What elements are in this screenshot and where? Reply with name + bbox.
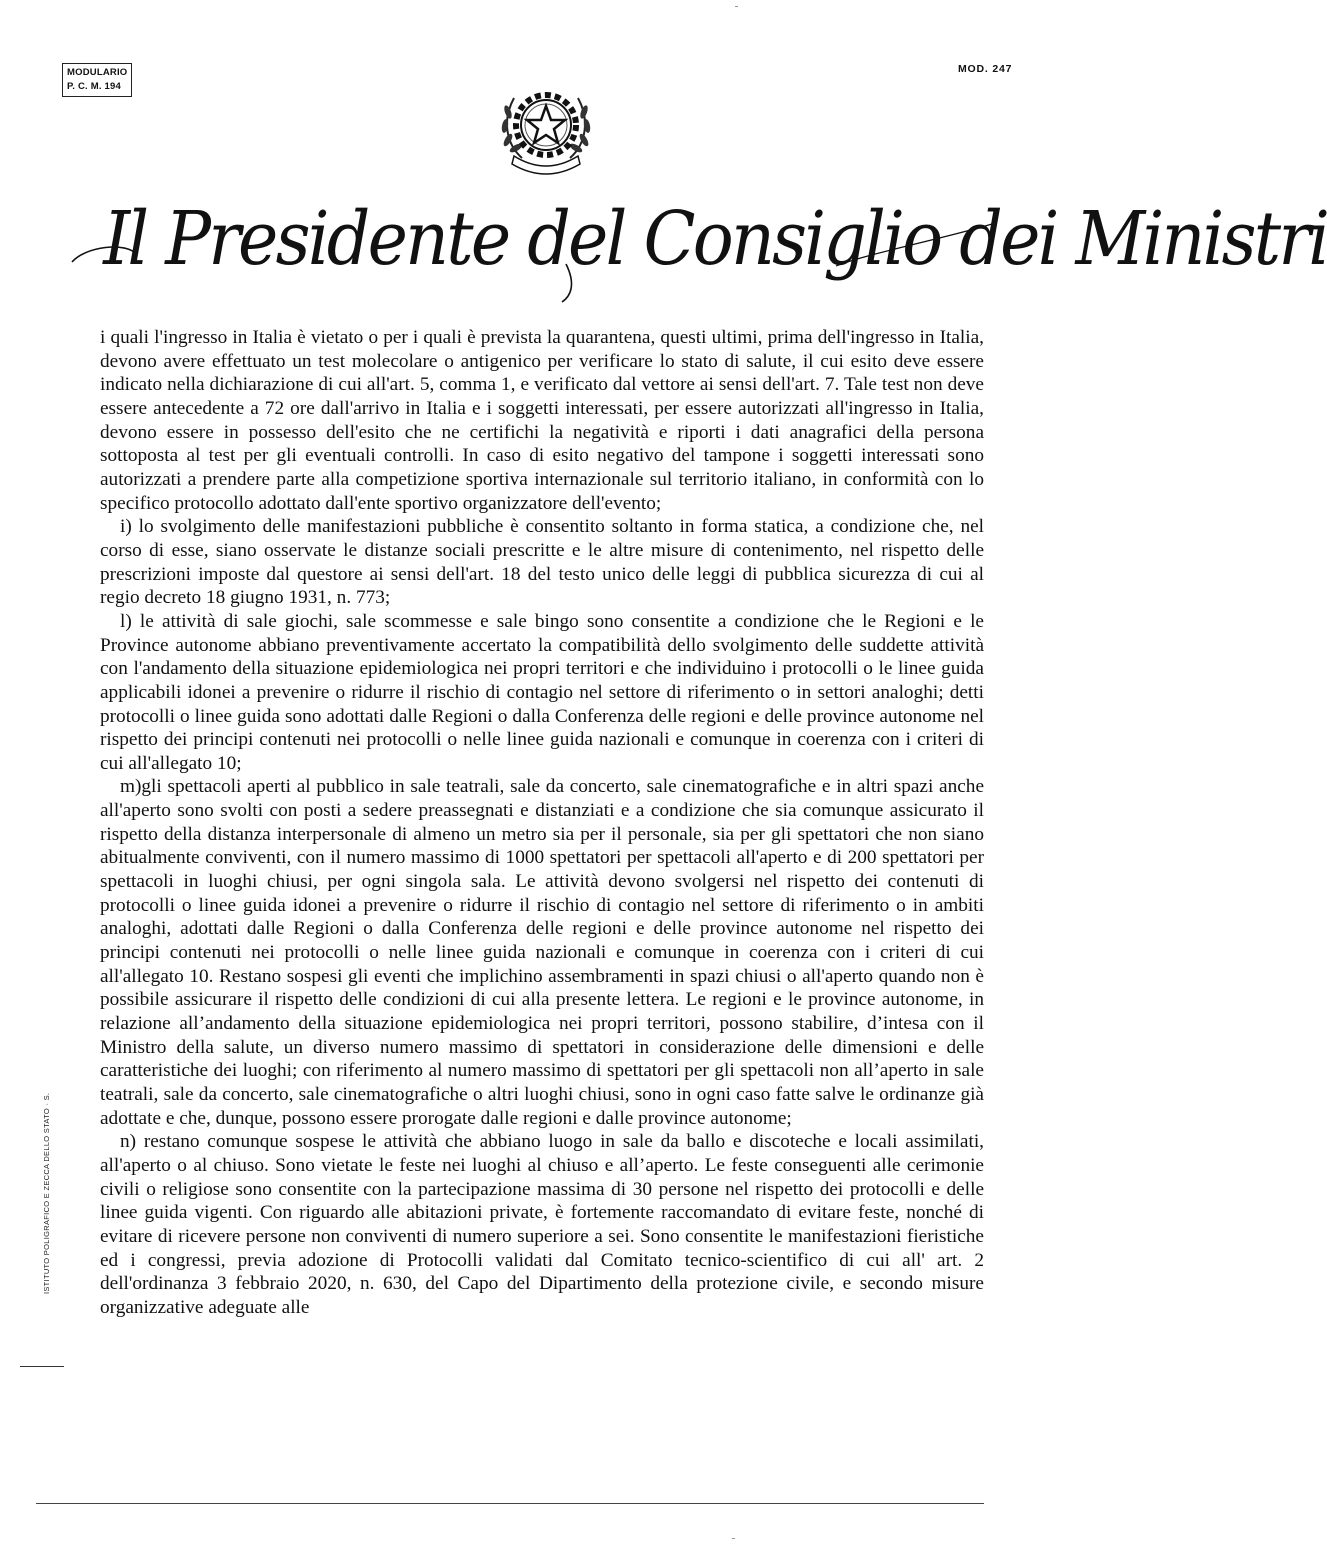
republic-emblem-icon [492, 80, 600, 180]
form-code: MOD. 247 [958, 63, 1013, 75]
letterhead-title-text: Il Presidente del Consiglio dei Ministri [103, 196, 1327, 282]
letterhead-title [66, 184, 1327, 304]
scan-speck [732, 1538, 735, 1539]
scan-speck [735, 6, 738, 7]
paragraph-item-m: m)gli spettacoli aperti al pubblico in sale teatrali, sale da concerto, sale cinematografiche e in altri spazi anche all'aperto sono svolti con posti a sedere preassegnati e distanziati e a condizione che sia comunque assicurato il rispetto della distanza interpersonale di almeno un metro sia per il personale, sia per gli spettatori che non siano abitualmente conviventi, con il numero massimo di 1000 spettatori per spettacoli all'aperto e di 200 spettatori per spettacoli in luoghi chiusi, per ogni singola sala. Le attività devono svolgersi nel rispetto dei contenuti di protocolli o linee guida idonei a prevenire o ridurre il rischio di contagio nel settore di riferimento o in ambiti analoghi, adottati dalle Regioni o dalla Conferenza delle regioni e delle province autonome nel rispetto dei principi contenuti nei protocolli o nelle linee guida nazionali e comunque in coerenza con i criteri di cui all'allegato 10. Restano sospesi gli eventi che implichino assembramenti in spazi chiusi o all'aperto quando non è possibile assicurare il rispetto delle condizioni di cui alla presente lettera. Le regioni e le province autonome, in relazione all’andamento della situazione epidemiologica nei propri territori, possono stabilire, d’intesa con il Ministro della salute, un diverso numero massimo di spettatori in considerazione delle dimensioni e delle caratteristiche dei luoghi; con riferimento al numero massimo di spettatori per gli spettacoli non all’aperto in sale teatrali, sale da concerto, sale cinematografiche o altri luoghi chiusi, sono in ogni caso fatte salve le ordinanze già adottate e che, dunque, possono essere prorogate dalle regioni e dalle province autonome; [100, 776, 984, 1129]
paragraph-item-l: l) le attività di sale giochi, sale scommesse e sale bingo sono consentite a condizione che le Regioni e le Province autonome abbiano preventivamente accertato la compatibilità dello svolgimento delle suddette attività con l'andamento della situazione epidemiologica nei propri territori e che individuino i protocolli o le linee guida applicabili idonei a prevenire o ridurre il rischio di contagio nel settore di riferimento o in settori analoghi; detti protocolli o linee guida sono adottati dalle Regioni o dalla Conferenza delle regioni e delle province autonome nel rispetto dei principi contenuti nei protocolli o nelle linee guida nazionali e comunque in coerenza con i criteri di cui all'allegato 10; [100, 610, 984, 774]
paragraph-item-i: i) lo svolgimento delle manifestazioni pubbliche è consentito soltanto in forma statica, a condizione che, nel corso di esse, siano osservate le distanze sociali prescritte e le altre misure di contenimento, nel rispetto delle prescrizioni imposte dal questore ai sensi dell'art. 18 del testo unico delle leggi di pubblica sicurezza di cui al regio decreto 18 giugno 1931, n. 773; [100, 516, 984, 609]
stamp-line-2: P. C. M. 194 [67, 81, 121, 92]
document-body [100, 326, 984, 1320]
paragraph-continuation: i quali l'ingresso in Italia è vietato o per i quali è prevista la quarantena, questi ultimi, prima dell'ingresso in Italia, devono avere effettuato un test molecolare o antigenico per verificare lo stato di salute, il cui esito deve essere indicato nella dichiarazione di cui all'art. 5, comma 1, e verificato dal vettore ai sensi dell'art. 7. Tale test non deve essere antecedente a 72 ore dall'arrivo in Italia e i soggetti interessati, per essere autorizzati all'ingresso in Italia, devono essere in possesso dell'esito che ne certifichi la negatività e riporti i dati anagrafici della persona sottoposta al test per gli eventuali controlli. In caso di esito negativo del tampone i soggetti interessati sono autorizzati a prendere parte alla competizione sportiva internazionale sul territorio italiano, in conformità con lo specifico protocollo adottato dall'ente sportivo organizzatore dell'evento; [100, 327, 984, 514]
paragraph-item-n: n) restano comunque sospese le attività che abbiano luogo in sale da ballo e discoteche e locali assimilati, all'aperto o al chiuso. Sono vietate le feste nei luoghi al chiuso e all’aperto. Le feste conseguenti alle cerimonie civili o religiose sono consentite con la partecipazione massima di 30 persone nel rispetto dei protocolli e delle linee guida vigenti. Con riguardo alle abitazioni private, è fortemente raccomandato di evitare feste, nonché di evitare di ricevere persone non conviventi di numero superiore a sei. Sono consentite le manifestazioni fieristiche ed i congressi, previa adozione di Protocolli validati dal Comitato tecnico-scientifico di cui all' art. 2 dell'ordinanza 3 febbraio 2020, n. 630, del Capo del Dipartimento della protezione civile, e secondo misure organizzative adeguate alle [100, 1131, 984, 1318]
bottom-rule [36, 1503, 984, 1504]
stamp-line-1: MODULARIO [67, 67, 128, 78]
fold-mark [20, 1366, 64, 1367]
printer-imprint: ISTITUTO POLIGRAFICO E ZECCA DELLO STATO · S. [42, 1092, 51, 1294]
modulario-stamp [62, 63, 132, 97]
